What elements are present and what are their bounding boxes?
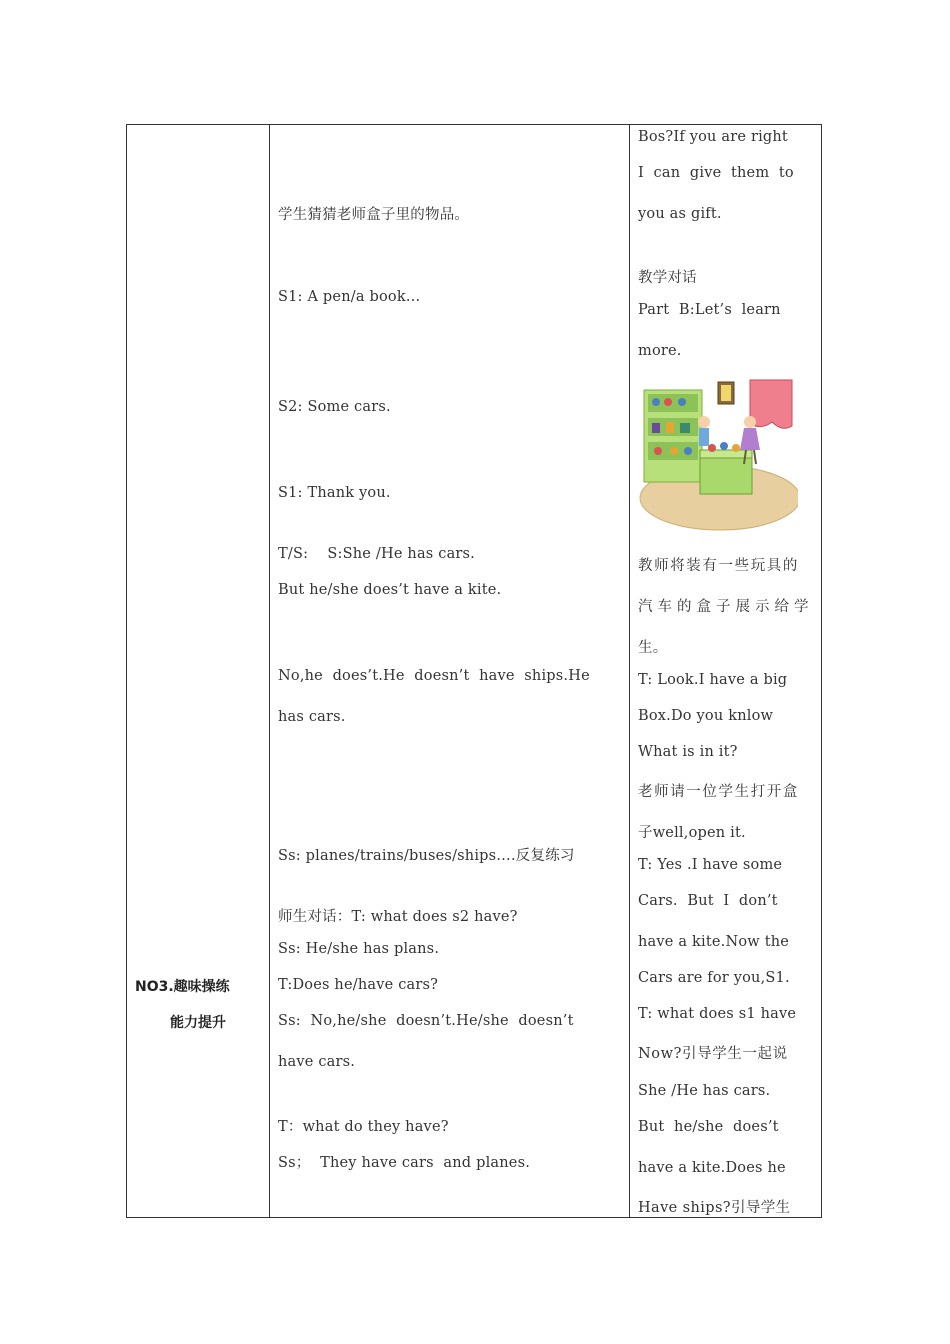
notes-line: have a kite.Now the: [638, 934, 790, 950]
activity-line: Ss: He/she has plans.: [278, 941, 440, 957]
notes-line: you as gift.: [638, 206, 722, 222]
notes-line: 生。: [638, 640, 668, 656]
activity-line: T：what do they have?: [278, 1119, 449, 1135]
activity-line: No,he does’t.He doesn’t have ships.He: [278, 668, 590, 684]
notes-line: Cars are for you,S1.: [638, 970, 790, 986]
notes-line: But he/she does’t: [638, 1119, 779, 1135]
activity-line: T/S: S:She /He has cars.: [278, 546, 475, 562]
notes-line: Box.Do you knlow: [638, 708, 774, 724]
activity-line: S1: A pen/a book…: [278, 289, 421, 305]
section-label-cell: [127, 125, 269, 1217]
notes-line: Now?引导学生一起说: [638, 1046, 788, 1062]
activity-line: S2: Some cars.: [278, 399, 391, 415]
notes-line: T: Yes .I have some: [638, 857, 783, 873]
activity-line: 师生对话：T: what does s2 have?: [278, 909, 518, 925]
section-title: NO3.趣味操练: [135, 979, 230, 995]
notes-line: 老师请一位学生打开盒: [638, 784, 799, 800]
lesson-table: [126, 124, 822, 1218]
notes-line: 教师将装有一些玩具的: [638, 558, 799, 574]
notes-line: T: Look.I have a big: [638, 672, 788, 688]
activity-line: Ss: No,he/she doesn’t.He/she doesn’t: [278, 1013, 574, 1029]
activity-line: S1: Thank you.: [278, 485, 391, 501]
notes-line: more.: [638, 343, 682, 359]
notes-line: Part B:Let’s learn: [638, 302, 781, 318]
column-divider: [629, 125, 630, 1217]
activity-line: have cars.: [278, 1054, 356, 1070]
activity-line: T:Does he/have cars?: [278, 977, 439, 993]
column-divider: [269, 125, 270, 1217]
activity-line: Ss: planes/trains/buses/ships….反复练习: [278, 848, 575, 864]
notes-line: 子well,open it.: [638, 825, 746, 841]
notes-line: T: what does s1 have: [638, 1006, 797, 1022]
section-subtitle: 能力提升: [170, 1015, 226, 1031]
notes-line: 汽车的盒子展示给学: [638, 599, 814, 615]
activity-line: has cars.: [278, 709, 346, 725]
activity-line: Ss； They have cars and planes.: [278, 1155, 531, 1171]
notes-line: What is in it?: [638, 744, 738, 760]
notes-line: Cars. But I don’t: [638, 893, 778, 909]
notes-line: I can give them to: [638, 165, 794, 181]
notes-line: Have ships?引导学生: [638, 1200, 791, 1216]
activity-line: But he/she does’t have a kite.: [278, 582, 502, 598]
notes-line: 教学对话: [638, 270, 697, 286]
notes-line: Bos?If you are right: [638, 129, 788, 145]
activity-line: 学生猜猜老师盒子里的物品。: [278, 207, 470, 223]
toy-shop-illustration-icon: [638, 378, 798, 533]
notes-line: She /He has cars.: [638, 1083, 771, 1099]
notes-line: have a kite.Does he: [638, 1160, 786, 1176]
